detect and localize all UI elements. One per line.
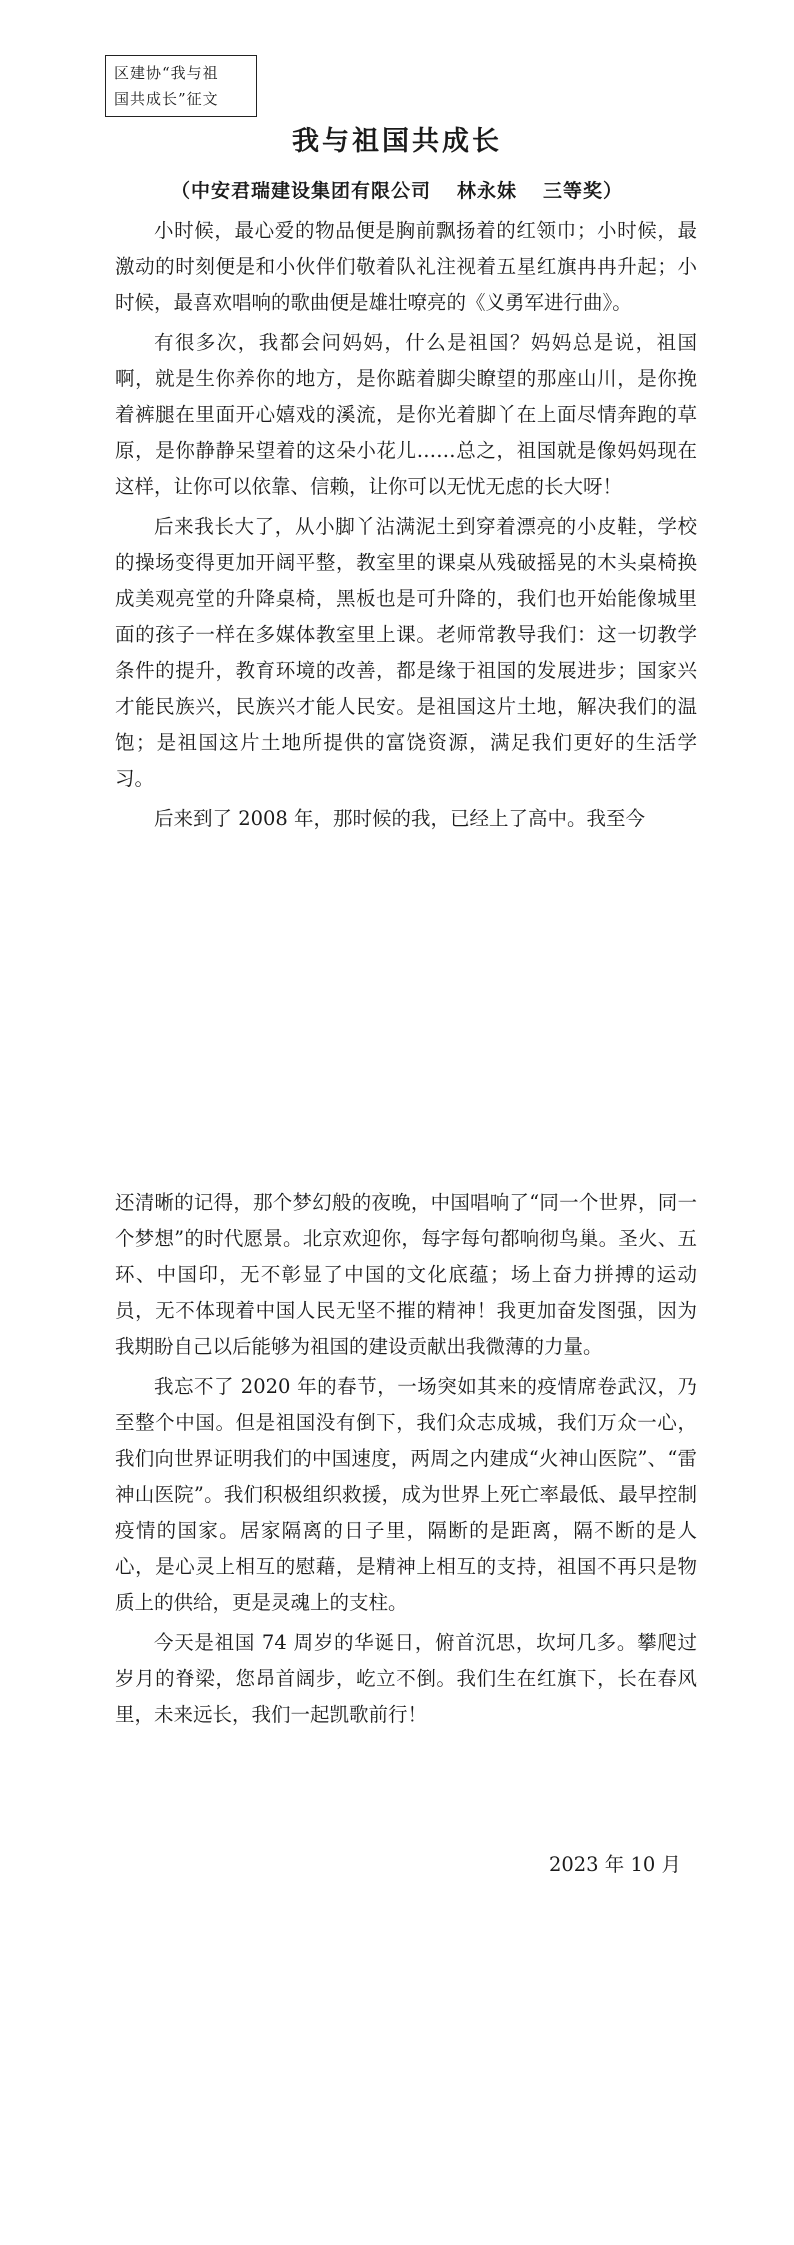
paragraph-3: 后来我长大了，从小脚丫沾满泥土到穿着漂亮的小皮鞋，学校的操场变得更加开阔平整，教室里的课桌从残破摇晃的木头桌椅换成美观亮堂的升降桌椅，黑板也是可升降的，我们也开始能像城里面的孩子一样在多媒体教室里上课。老师常教导我们：这一切教学条件的提升，教育环境的改善，都是缘于祖国的发展进步；国家兴才能民族兴，民族兴才能人民安。是祖国这片土地，解决我们的温饱；是祖国这片土地所提供的富饶资源，满足我们更好的生活学习。 xyxy=(115,515,697,790)
article-subtitle xyxy=(0,176,794,206)
category-badge xyxy=(105,55,257,117)
paragraph-6: 今天是祖国 74 周岁的华诞日，俯首沉思，坎坷几多。攀爬过岁月的脊梁，您昂首阔步，屹立不倒。我们生在红旗下，长在春风里，未来远长，我们一起凯歌前行！ xyxy=(115,1631,697,1726)
badge-line-1: 区建协“我与祖 xyxy=(114,64,219,82)
subtitle-company: （中安君瑞建设集团有限公司 xyxy=(170,180,431,202)
subtitle-author: 林永妹 xyxy=(456,180,517,202)
paragraph-2: 有很多次，我都会问妈妈，什么是祖国？妈妈总是说，祖国啊，就是生你养你的地方，是你踮着脚尖瞭望的那座山川，是你挽着裤腿在里面开心嬉戏的溪流，是你光着脚丫在上面尽情奔跑的草原，是你静静呆望着的这朵小花儿……总之，祖国就是像妈妈现在这样，让你可以依靠、信赖，让你可以无忧无虑的长大呀！ xyxy=(115,331,697,498)
article-date: 2023 年 10 月 xyxy=(548,1853,681,1876)
subtitle-award: 三等奖） xyxy=(543,180,624,202)
article-title: 我与祖国共成长 xyxy=(292,126,502,157)
paragraph-5: 我忘不了 2020 年的春节，一场突如其来的疫情席卷武汉，乃至整个中国。但是祖国没有倒下，我们众志成城，我们万众一心，我们向世界证明我们的中国速度，两周之内建成“火神山医院”、“雷神山医院”。我们积极组织救援，成为世界上死亡率最低、最早控制疫情的国家。居家隔离的日子里，隔断的是距离，隔不断的是人心，是心灵上相互的慰藉，是精神上相互的支持，祖国不再只是物质上的供给，更是灵魂上的支柱。 xyxy=(115,1375,697,1614)
paragraph-4-continued: 还清晰的记得，那个梦幻般的夜晚，中国唱响了“同一个世界，同一个梦想”的时代愿景。北京欢迎你，每字每句都响彻鸟巢。圣火、五环、中国印，无不彰显了中国的文化底蕴；场上奋力拼搏的运动员，无不体现着中国人民无坚不摧的精神！我更加奋发图强，因为我期盼自己以后能够为祖国的建设贡献出我微薄的力量。 xyxy=(115,1191,697,1358)
article-body-bottom xyxy=(115,1185,697,1737)
article-body-top xyxy=(115,213,697,841)
paragraph-4-start: 后来到了 2008 年，那时候的我，已经上了高中。我至今 xyxy=(154,807,646,830)
paragraph-1: 小时候，最心爱的物品便是胸前飘扬着的红领巾；小时候，最激动的时刻便是和小伙伴们敬着队礼注视着五星红旗冉冉升起；小时候，最喜欢唱响的歌曲便是雄壮嘹亮的《义勇军进行曲》。 xyxy=(115,219,697,314)
badge-line-2: 国共成长”征文 xyxy=(114,90,219,108)
